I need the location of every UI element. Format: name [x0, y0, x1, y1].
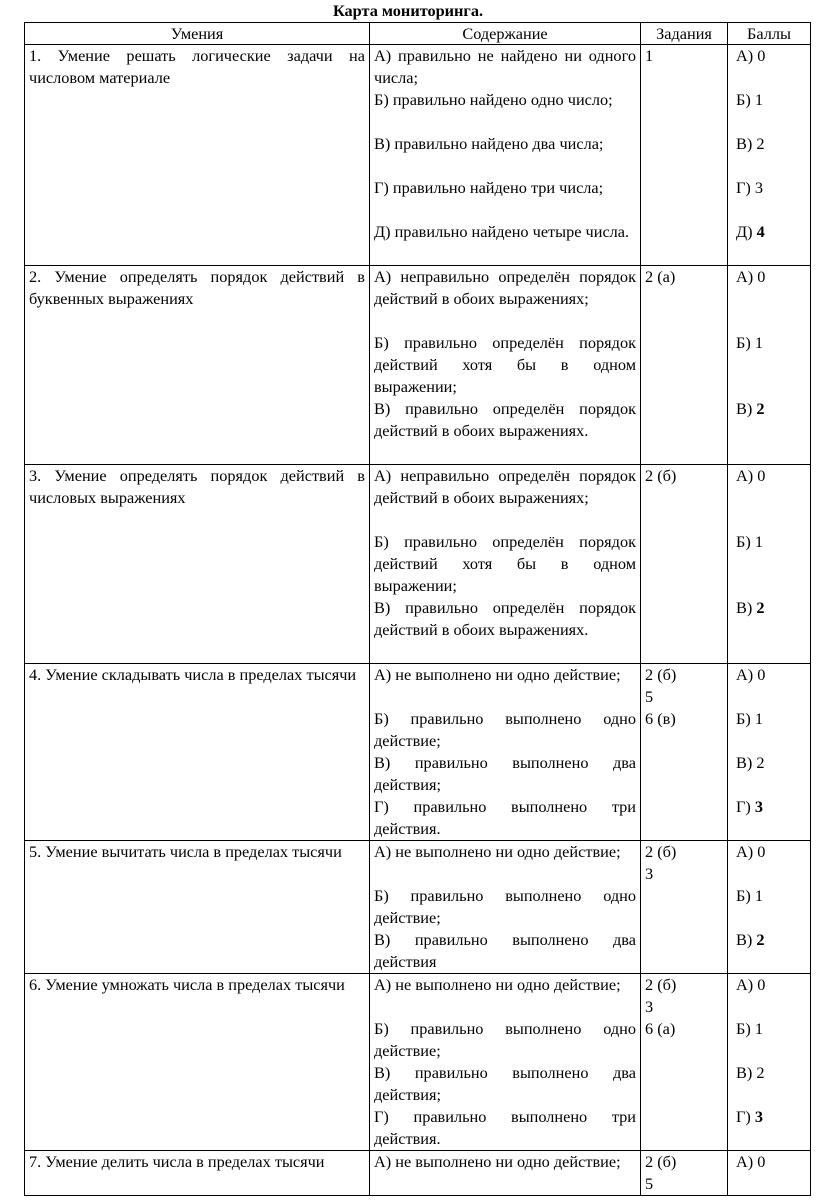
task-number: 2 (а): [645, 267, 676, 286]
score-value: 0: [757, 665, 766, 684]
content-cell: [370, 974, 641, 1151]
header-tasks: Задания: [641, 23, 728, 45]
scores-cell: [728, 45, 811, 266]
score-entry: [736, 1151, 806, 1195]
content-cell: [370, 841, 641, 974]
score-prefix: А): [736, 267, 758, 286]
score-value: 1: [754, 333, 763, 352]
score-value: 0: [757, 466, 766, 485]
content-option: А) не выполнено ни одно действие;: [374, 975, 621, 994]
score-entry: [736, 332, 806, 398]
tasks-cell: [641, 465, 728, 664]
score-value: 0: [757, 842, 766, 861]
content-option: Б) правильно найдено одно число;: [374, 90, 613, 109]
skill-cell: 5. Умение вычитать числа в пределах тысячи: [25, 841, 370, 974]
score-value: 1: [754, 1019, 763, 1038]
table-row: [25, 664, 811, 841]
score-prefix: В): [736, 598, 757, 617]
scores-cell: [728, 465, 811, 664]
scores-cell: [728, 841, 811, 974]
content-option: Б) правильно определён порядок действий хотя бы в одном выражении;: [374, 333, 636, 396]
score-value: 2: [756, 753, 765, 772]
score-value: 3: [754, 178, 764, 197]
task-number: 1: [645, 46, 654, 65]
content-option: Б) правильно выполнено одно действие;: [374, 886, 636, 927]
score-entry: [736, 531, 806, 597]
task-number: 3: [645, 864, 654, 883]
score-prefix: А): [736, 1152, 758, 1171]
score-entry: [736, 752, 806, 796]
tasks-cell: [641, 841, 728, 974]
score-entry: [736, 89, 806, 133]
score-prefix: А): [736, 46, 758, 65]
skill-cell: 4. Умение складывать числа в пределах тысячи: [25, 664, 370, 841]
tasks-cell: [641, 974, 728, 1151]
content-option: В) правильно выполнено два действия: [374, 930, 636, 971]
content-option: А) не выполнено ни одно действие;: [374, 1152, 621, 1171]
content-option: Д) правильно найдено четыре числа.: [374, 222, 630, 241]
score-prefix: Г): [736, 797, 755, 816]
skill-cell: 6. Умение умножать числа в пределах тысячи: [25, 974, 370, 1151]
score-prefix: А): [736, 665, 758, 684]
score-prefix: Б): [736, 1019, 755, 1038]
score-prefix: Г): [736, 178, 755, 197]
table-row: [25, 266, 811, 465]
scores-cell: [728, 1151, 811, 1196]
score-entry: [736, 708, 806, 752]
skill-cell: 3. Умение определять порядок действий в числовых выражениях: [25, 465, 370, 664]
table-row: [25, 465, 811, 664]
content-option: В) правильно определён порядок действий в обоих выражениях.: [374, 399, 636, 440]
scores-cell: [728, 266, 811, 465]
score-prefix: В): [736, 1063, 757, 1082]
score-prefix: В): [736, 930, 757, 949]
content-cell: [370, 45, 641, 266]
score-entry: [736, 1106, 806, 1150]
content-option: А) не выполнено ни одно действие;: [374, 665, 621, 684]
header-skills: Умения: [25, 23, 370, 45]
content-option: А) неправильно определён порядок действий в обоих выражениях;: [374, 267, 636, 308]
scores-cell: [728, 664, 811, 841]
score-prefix: Г): [736, 1107, 755, 1126]
score-entry: [736, 133, 806, 177]
score-value: 1: [754, 709, 763, 728]
header-content: Содержание: [370, 23, 641, 45]
content-option: Б) правильно определён порядок действий хотя бы в одном выражении;: [374, 532, 636, 595]
skill-cell: 1. Умение решать логические задачи на числовом материале: [25, 45, 370, 266]
document-title: Карта мониторинга.: [332, 1, 484, 20]
content-option: А) неправильно определён порядок действий в обоих выражениях;: [374, 466, 636, 507]
content-option: Б) правильно выполнено одно действие;: [374, 709, 636, 750]
score-entry: [736, 1062, 806, 1106]
score-prefix: А): [736, 975, 758, 994]
score-entry: [736, 266, 806, 332]
score-entry: [736, 177, 806, 221]
score-prefix: Б): [736, 333, 755, 352]
score-entry: [736, 974, 806, 1018]
content-option: Г) правильно выполнено три действия.: [374, 1107, 636, 1148]
score-entry: [736, 597, 806, 663]
tasks-cell: [641, 45, 728, 266]
score-prefix: Д): [736, 222, 757, 241]
content-option: Г) правильно выполнено три действия.: [374, 797, 636, 838]
content-option: А) не выполнено ни одно действие;: [374, 842, 621, 861]
content-cell: [370, 664, 641, 841]
score-value: 1: [754, 90, 763, 109]
task-number: 2 (б): [645, 842, 677, 861]
score-prefix: Б): [736, 532, 755, 551]
score-value: 2: [756, 1063, 765, 1082]
score-max-value: 3: [754, 1107, 764, 1126]
content-option: Б) правильно выполнено одно действие;: [374, 1019, 636, 1060]
score-max-value: 2: [756, 399, 765, 418]
score-value: 1: [754, 886, 763, 905]
content-cell: [370, 1151, 641, 1196]
score-entry: [736, 664, 806, 708]
score-value: 0: [757, 1152, 766, 1171]
header-row: [25, 23, 811, 45]
score-entry: [736, 796, 806, 840]
task-number: 6 (а): [645, 1019, 676, 1038]
tasks-cell: [641, 664, 728, 841]
score-prefix: Б): [736, 886, 755, 905]
content-option: А) правильно не найдено ни одного числа;: [374, 46, 636, 87]
score-entry: [736, 45, 806, 89]
content-cell: [370, 465, 641, 664]
score-max-value: 4: [756, 222, 765, 241]
content-cell: [370, 266, 641, 465]
score-value: 1: [754, 532, 763, 551]
score-prefix: Б): [736, 709, 755, 728]
content-option: В) правильно определён порядок действий в обоих выражениях.: [374, 598, 636, 639]
table-row: [25, 841, 811, 974]
score-max-value: 3: [754, 797, 764, 816]
score-entry: [736, 221, 806, 265]
content-option: В) правильно найдено два числа;: [374, 134, 604, 153]
score-prefix: В): [736, 753, 757, 772]
task-number: 2 (б): [645, 665, 677, 684]
score-value: 0: [757, 46, 766, 65]
score-prefix: В): [736, 134, 757, 153]
task-number: 5: [645, 687, 654, 706]
score-entry: [736, 1018, 806, 1062]
score-value: 2: [756, 134, 765, 153]
score-prefix: А): [736, 842, 758, 861]
score-entry: [736, 885, 806, 929]
score-value: 0: [757, 267, 766, 286]
task-number: 2 (б): [645, 975, 677, 994]
score-value: 0: [757, 975, 766, 994]
table-row: [25, 974, 811, 1151]
header-scores: Баллы: [728, 23, 811, 45]
score-max-value: 2: [756, 930, 765, 949]
task-number: 6 (в): [645, 709, 676, 728]
tasks-cell: [641, 1151, 728, 1196]
score-entry: [736, 929, 806, 973]
skill-cell: 7. Умение делить числа в пределах тысячи: [25, 1151, 370, 1196]
content-option: Г) правильно найдено три числа;: [374, 178, 604, 197]
score-max-value: 2: [756, 598, 765, 617]
skill-cell: 2. Умение определять порядок действий в буквенных выражениях: [25, 266, 370, 465]
table-row: [25, 1151, 811, 1196]
content-option: В) правильно выполнено два действия;: [374, 753, 636, 794]
content-option: В) правильно выполнено два действия;: [374, 1063, 636, 1104]
task-number: 2 (б): [645, 1152, 677, 1171]
scores-cell: [728, 974, 811, 1151]
task-number: 5: [645, 1174, 654, 1193]
score-entry: [736, 841, 806, 885]
tasks-cell: [641, 266, 728, 465]
score-entry: [736, 398, 806, 464]
task-number: 3: [645, 997, 654, 1016]
score-prefix: А): [736, 466, 758, 485]
monitoring-table: [24, 22, 811, 1196]
score-entry: [736, 465, 806, 531]
task-number: 2 (б): [645, 466, 677, 485]
table-row: [25, 45, 811, 266]
score-prefix: Б): [736, 90, 755, 109]
score-prefix: В): [736, 399, 757, 418]
